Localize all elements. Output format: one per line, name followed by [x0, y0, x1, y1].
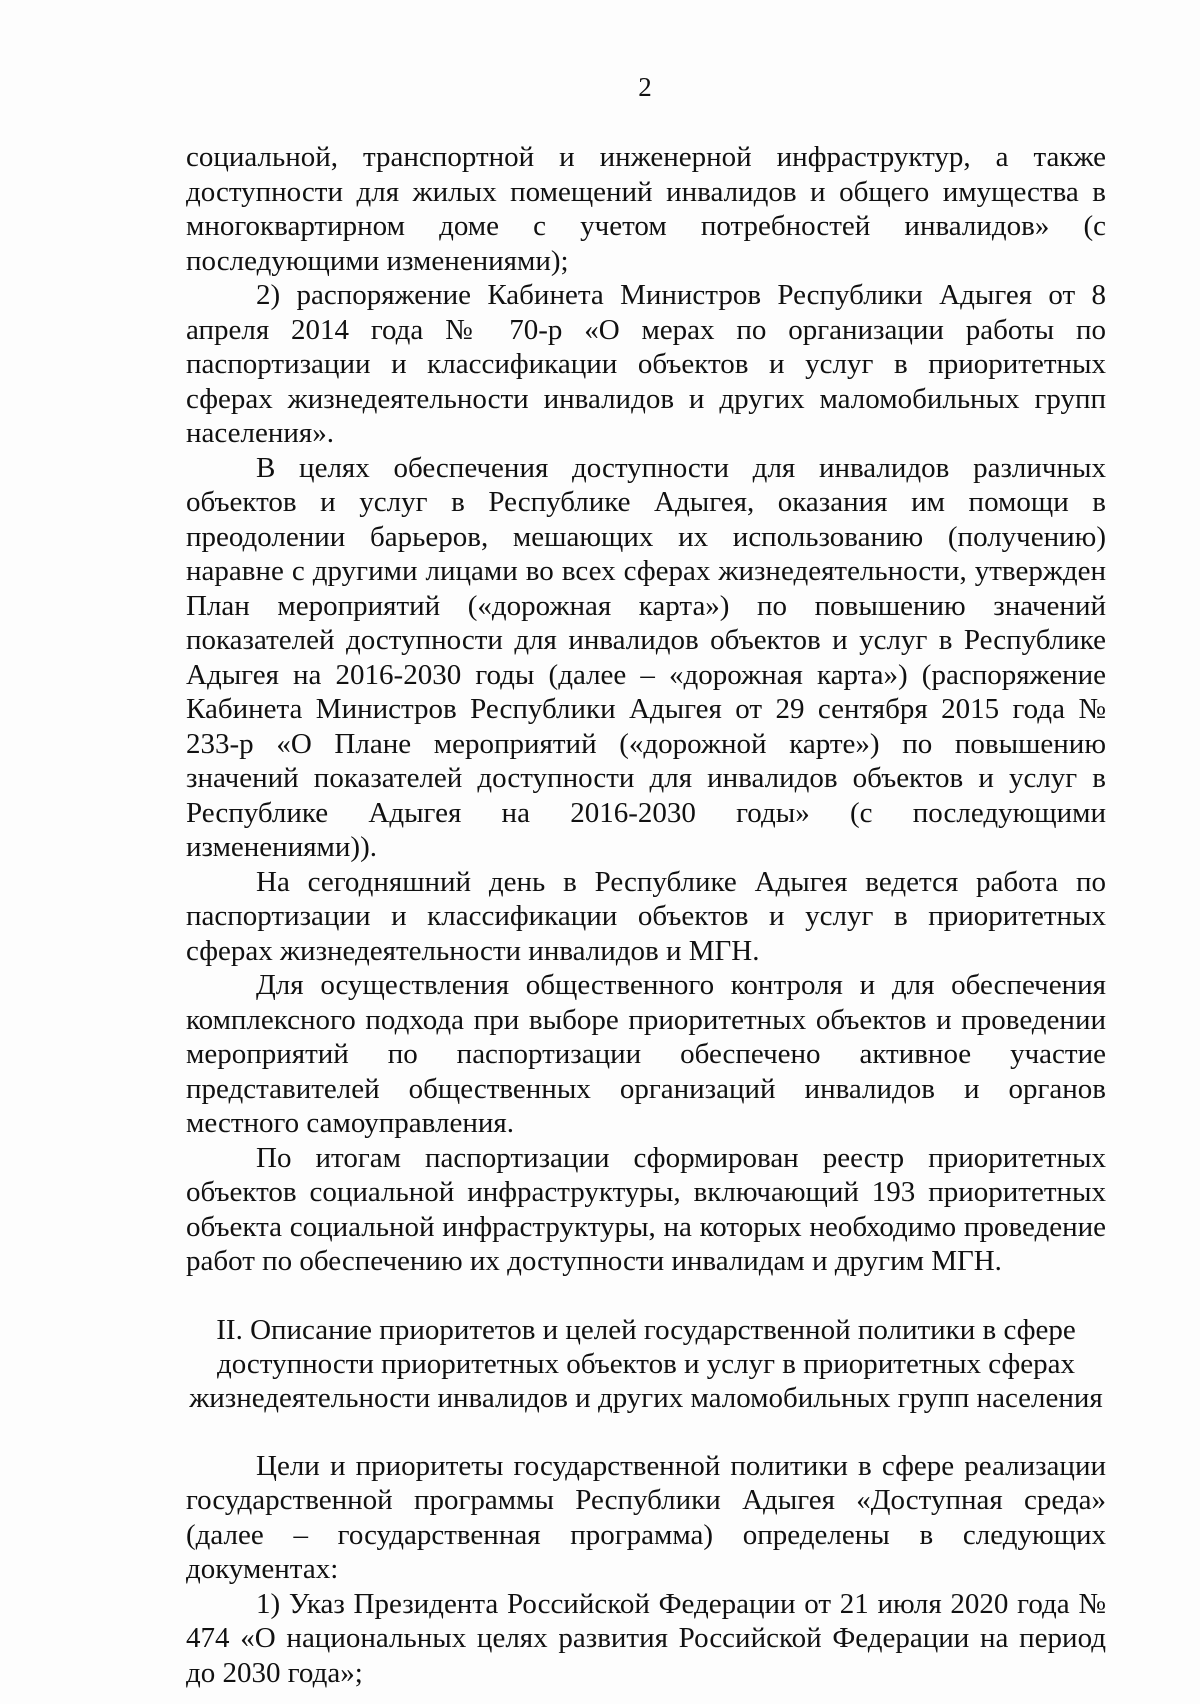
paragraph-order-70r: 2) распоряжение Кабинета Министров Республики Адыгея от 8 апреля 2014 года № 70-р «О мерах по организации работы по паспортизации и классификации объектов и услуг в приоритетных сферах жизнедеятельности инвалидов и других маломобильных групп населения».: [186, 279, 1106, 449]
paragraph-goals: Цели и приоритеты государственной политики в сфере реализации государственной программы Республики Адыгея «Доступная среда» (далее – государственная программа) определены в следующих документах:: [186, 1449, 1106, 1585]
document-body: [186, 140, 1106, 1690]
heading-spacer: [186, 1415, 1106, 1449]
paragraph-passportization: На сегодняшний день в Республике Адыгея ведется работа по паспортизации и классификации объектов и услуг в приоритетных сферах жизнедеятельности инвалидов и МГН.: [186, 865, 1106, 967]
paragraph-intro-continuation: социальной, транспортной и инженерной инфраструктур, а также доступности для жилых помещений инвалидов и общего имущества в многоквартирном доме с учетом потребностей инвалидов» (с последующими изменениями);: [186, 141, 1106, 277]
paragraph-roadmap: В целях обеспечения доступности для инвалидов различных объектов и услуг в Республике Адыгея, оказания им помощи в преодолении барьеров, мешающих их использованию (получению) наравне с другими лицами во всех сферах жизнедеятельности, утвержден План мероприятий («дорожная карта») по повышению значений показателей доступности для инвалидов объектов и услуг в Республике Адыгея на 2016-2030 годы (далее – «дорожная карта») (распоряжение Кабинета Министров Республики Адыгея от 29 сентября 2015 года № 233-р «О Плане мероприятий («дорожной карте») по повышению значений показателей доступности для инвалидов объектов и услуг в Республике Адыгея на 2016-2030 годы» (с последующими изменениями)).: [186, 451, 1106, 863]
section-heading: II. Описание приоритетов и целей государственной политики в сфере доступности приоритетных объектов и услуг в приоритетных сферах жизнедеятельности инвалидов и других маломобильных групп населения: [189, 1313, 1103, 1414]
paragraph-public-control: Для осуществления общественного контроля и для обеспечения комплексного подхода при выборе приоритетных объектов и проведении мероприятий по паспортизации обеспечено активное участие представителей общественных организаций инвалидов и органов местного самоуправления.: [186, 969, 1106, 1139]
page-number: 2: [638, 72, 652, 102]
paragraph-decree-474: 1) Указ Президента Российской Федерации от 21 июля 2020 года № 474 «О национальных целях развития Российской Федерации на период до 2030 года»;: [186, 1587, 1106, 1689]
paragraph-registry: По итогам паспортизации сформирован реестр приоритетных объектов социальной инфраструктуры, включающий 193 приоритетных объекта социальной инфраструктуры, на которых необходимо проведение работ по обеспечению их доступности инвалидам и другим МГН.: [186, 1141, 1106, 1277]
